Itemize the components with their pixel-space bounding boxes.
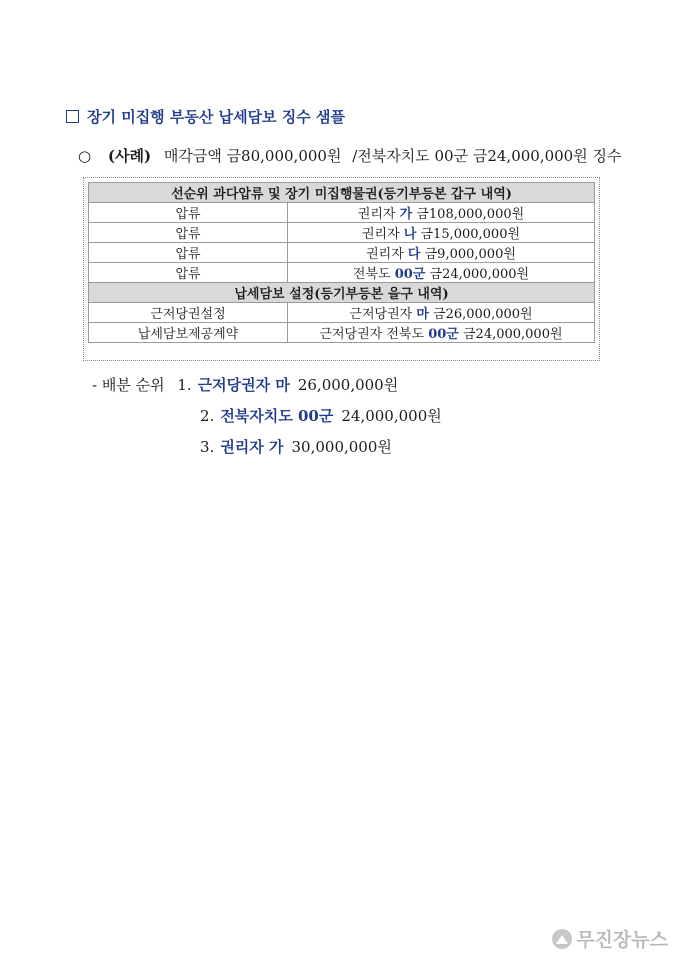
section-heading (66, 106, 345, 127)
distribution-label: - 배분 순위 (92, 376, 165, 394)
row-holder: 권리자 (357, 207, 396, 222)
row-amount: 금24,000,000원 (462, 327, 563, 342)
table-row (89, 243, 595, 263)
distribution-name: 근저당권자 마 (197, 376, 290, 394)
distribution-number: 3. (200, 438, 215, 456)
row-holder: 근저당권자 (349, 307, 413, 322)
row-holder-highlight: 나 (403, 227, 417, 242)
distribution-item-2 (200, 405, 442, 426)
row-type: 압류 (89, 263, 288, 283)
row-holder-highlight: 00군 (428, 327, 459, 342)
row-detail (288, 243, 595, 263)
register-table (88, 182, 595, 343)
row-detail (288, 223, 595, 243)
logo-icon (552, 929, 572, 949)
row-amount: 금9,000,000원 (424, 247, 516, 262)
case-separator: / (352, 147, 358, 165)
row-amount: 금26,000,000원 (433, 307, 533, 322)
row-holder-highlight: 00군 (394, 267, 426, 282)
heading-text: 장기 미집행 부동산 납세담보 징수 샘플 (87, 108, 345, 126)
distribution-name: 권리자 가 (220, 438, 284, 456)
distribution-amount: 30,000,000원 (291, 438, 392, 456)
circle-bullet-icon: ○ (78, 147, 92, 165)
register-table-frame (83, 177, 600, 361)
row-type: 압류 (89, 203, 288, 223)
table-row (89, 263, 595, 283)
distribution-amount: 26,000,000원 (297, 376, 399, 394)
table-row (89, 303, 595, 323)
row-holder-highlight: 가 (399, 207, 413, 222)
distribution-item-1 (92, 374, 398, 395)
row-amount: 금15,000,000원 (420, 227, 521, 242)
row-detail (288, 303, 595, 323)
distribution-item-3 (200, 436, 392, 457)
row-holder-highlight: 다 (407, 247, 421, 262)
row-holder: 전북도 (352, 267, 391, 282)
row-holder: 권리자 (361, 227, 400, 242)
row-detail (288, 203, 595, 223)
case-sale-amount: 매각금액 금80,000,000원 (163, 147, 342, 165)
watermark-text: 무진장뉴스 (576, 929, 668, 951)
case-collection: 전북자치도 00군 금24,000,000원 징수 (357, 147, 622, 165)
section2-title: 납세담보 설정(등기부등본 을구 내역) (89, 283, 595, 303)
section-header-row (89, 283, 595, 303)
table-row (89, 203, 595, 223)
case-line (78, 145, 621, 166)
distribution-number: 2. (200, 407, 215, 425)
table-row (89, 323, 595, 343)
section-header-row (89, 183, 595, 203)
watermark (552, 925, 668, 952)
distribution-number: 1. (177, 376, 192, 394)
row-detail (288, 263, 595, 283)
row-holder: 권리자 (366, 247, 404, 262)
distribution-name: 전북자치도 00군 (220, 407, 334, 425)
section1-title: 선순위 과다압류 및 장기 미집행물권(등기부등본 갑구 내역) (89, 183, 595, 203)
distribution-amount: 24,000,000원 (341, 407, 442, 425)
row-type: 근저당권설정 (89, 303, 288, 323)
row-type: 압류 (89, 223, 288, 243)
row-amount: 금24,000,000원 (429, 267, 530, 282)
row-amount: 금108,000,000원 (416, 207, 525, 222)
case-tag: (사례) (107, 147, 152, 165)
table-row (89, 223, 595, 243)
row-type: 납세담보제공계약 (89, 323, 288, 343)
row-holder: 근저당권자 전북도 (319, 327, 425, 342)
checkbox-icon (66, 110, 79, 123)
row-detail (288, 323, 595, 343)
row-holder-highlight: 마 (416, 307, 429, 322)
row-type: 압류 (89, 243, 288, 263)
